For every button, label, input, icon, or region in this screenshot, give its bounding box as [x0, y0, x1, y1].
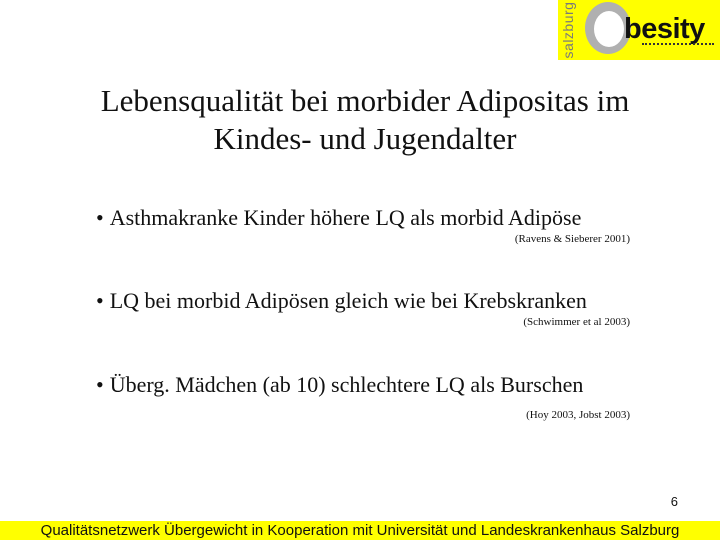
citation-1: (Ravens & Sieberer 2001): [514, 233, 630, 245]
footer-text: Qualitätsnetzwerk Übergewicht in Kooperation mit Universität und Landeskrankenhaus Salzburg: [40, 522, 680, 539]
bullet-text: Überg. Mädchen (ab 10) schlechtere LQ als Burschen: [109, 372, 584, 397]
slide-title: [0, 82, 720, 158]
bullet-symbol: •: [96, 288, 104, 313]
citation-3: (Hoy 2003, Jobst 2003): [526, 409, 630, 421]
bullet-item-3: [96, 372, 636, 398]
bullet-symbol: •: [96, 205, 104, 230]
citation-2: (Schwimmer et al 2003): [523, 316, 630, 328]
slide-title-line-2: Kindes- und Jugendalter: [213, 121, 517, 156]
obesity-salzburg-logo: [558, 0, 720, 60]
logo-dotted-line: [642, 43, 714, 48]
footer-bar: [0, 521, 720, 540]
logo-side-label: [558, 0, 578, 60]
logo-salzburg-text: salzburg: [560, 1, 576, 59]
page-number: 6: [670, 494, 678, 509]
bullet-text: LQ bei morbid Adipösen gleich wie bei Krebskranken: [109, 288, 587, 313]
bullet-item-1: [96, 205, 636, 231]
slide-title-line-1: Lebensqualität bei morbider Adipositas im: [100, 83, 630, 118]
logo-word: besity: [624, 13, 705, 45]
bullet-text: Asthmakranke Kinder höhere LQ als morbid Adipöse: [109, 205, 582, 230]
bullet-symbol: •: [96, 372, 104, 397]
bullet-item-2: [96, 288, 636, 314]
